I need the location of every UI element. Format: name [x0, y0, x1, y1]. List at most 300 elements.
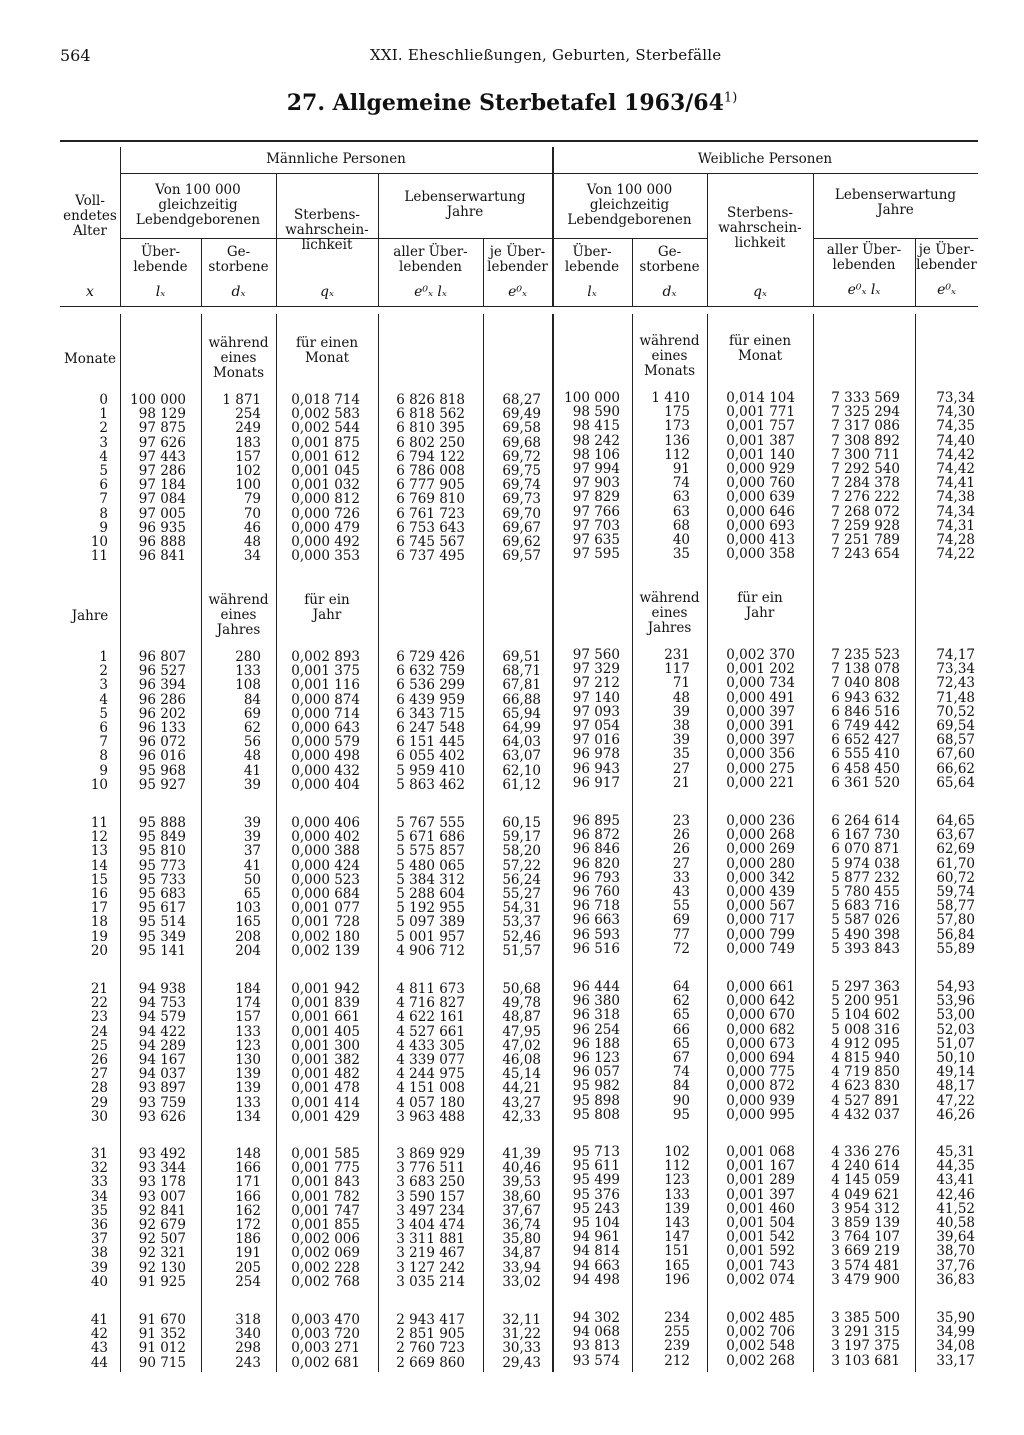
table-cell: 0,001 460 [726, 1200, 795, 1217]
table-cell: 0,000 523 [291, 871, 360, 888]
table-cell: 40 [90, 1273, 108, 1290]
table-cell: 42,46 [936, 1186, 975, 1203]
table-cell: 69,67 [502, 519, 541, 536]
table-cell: 95 141 [138, 942, 186, 959]
female-prob-header: Sterbens- wahrschein- lichkeit [718, 205, 802, 251]
table-cell: 43,27 [502, 1094, 541, 1111]
table-cell: 0,001 843 [291, 1174, 360, 1191]
table-cell: 0,001 405 [291, 1023, 360, 1040]
table-cell: 69 [672, 912, 690, 929]
table-cell: 0,002 139 [291, 942, 360, 959]
table-cell: 16 [90, 885, 108, 902]
table-cell: 4 [99, 691, 108, 708]
table-cell: 0,002 544 [291, 420, 360, 437]
table-cell: 54,93 [936, 979, 975, 995]
table-cell: 139 [664, 1200, 690, 1217]
table-cell: 4 815 940 [831, 1049, 900, 1066]
table-cell: 0,000 874 [291, 691, 360, 708]
column-f-exlx-block-5 [815, 1311, 900, 1368]
table-cell: 14 [90, 857, 108, 874]
table-cell: 40,58 [936, 1214, 975, 1231]
table-cell: 97 829 [572, 489, 620, 506]
male-le-each-header: je Über- lebender [487, 244, 548, 275]
table-cell: 0,002 548 [726, 1338, 795, 1355]
table-cell: 67,81 [502, 677, 541, 694]
table-cell: 4 432 037 [831, 1106, 900, 1123]
table-cell: 5 587 026 [831, 912, 900, 929]
table-cell: 5 104 602 [831, 1007, 900, 1024]
table-cell: 0,001 429 [291, 1108, 360, 1125]
table-cell: 4 240 614 [831, 1158, 900, 1175]
table-cell: 0,003 720 [291, 1326, 360, 1343]
table-cell: 61,70 [936, 855, 975, 872]
table-cell: 34 [90, 1188, 108, 1205]
table-cell: 7 243 654 [831, 546, 900, 563]
table-cell: 44,35 [936, 1158, 975, 1175]
table-cell: 0,002 893 [291, 649, 360, 665]
table-cell: 3 [99, 677, 108, 694]
column-age-block-1 [60, 650, 108, 792]
table-cell: 90 [672, 1092, 690, 1109]
table-cell: 0,000 406 [291, 815, 360, 831]
table-cell: 94 498 [572, 1271, 620, 1288]
table-cell: 97 443 [138, 448, 186, 465]
column-f-dx-block-4 [634, 1145, 690, 1287]
table-cell: 0 [99, 392, 108, 408]
table-cell: 37,67 [502, 1202, 541, 1219]
table-cell: 64,03 [502, 734, 541, 751]
body-vline-4 [378, 314, 379, 1372]
table-cell: 74,30 [936, 404, 975, 421]
table-cell: 35 [672, 746, 690, 763]
table-cell: 0,001 782 [291, 1188, 360, 1205]
table-cell: 77 [672, 926, 690, 943]
table-cell: 0,002 706 [726, 1324, 795, 1341]
table-cell: 96 718 [572, 898, 620, 915]
table-cell: 73,34 [936, 390, 975, 406]
column-f-dx-block-3 [634, 980, 690, 1122]
table-cell: 52,46 [502, 928, 541, 945]
table-cell: 95 982 [572, 1078, 620, 1095]
table-cell: 96 318 [572, 1007, 620, 1024]
table-cell: 96 444 [572, 979, 620, 995]
group-rule [120, 173, 978, 174]
male-months-deaths-note: während eines Monats [208, 335, 269, 381]
table-cell: 91 670 [138, 1312, 186, 1328]
table-cell: 96 978 [572, 746, 620, 763]
table-cell: 95 349 [138, 928, 186, 945]
months-label: Monate [63, 351, 117, 367]
table-cell: 9 [99, 519, 108, 536]
table-cell: 98 129 [138, 406, 186, 423]
table-cell: 97 903 [572, 475, 620, 492]
page-number: 564 [60, 46, 91, 65]
table-cell: 4 527 891 [831, 1092, 900, 1109]
table-cell: 28 [90, 1080, 108, 1097]
table-cell: 7 325 294 [831, 404, 900, 421]
table-cell: 74,40 [936, 432, 975, 449]
column-f-lx-block-5 [554, 1311, 620, 1368]
sym-m-lx: lₓ [155, 284, 166, 300]
table-cell: 90 715 [138, 1354, 186, 1371]
table-cell: 0,000 353 [291, 548, 360, 565]
table-cell: 112 [664, 1158, 690, 1175]
table-cell: 17 [90, 900, 108, 917]
table-cell: 4 623 830 [831, 1078, 900, 1095]
table-cell: 6 943 632 [831, 689, 900, 706]
column-m-lx-block-5 [122, 1313, 186, 1370]
table-cell: 96 807 [138, 649, 186, 665]
table-cell: 0,000 356 [726, 746, 795, 763]
table-cell: 148 [235, 1146, 261, 1162]
table-cell: 6 761 723 [396, 505, 465, 522]
column-m-ex-block-2 [485, 816, 541, 958]
table-cell: 31,22 [502, 1326, 541, 1343]
table-cell: 21 [90, 981, 108, 997]
table-cell: 25 [90, 1037, 108, 1054]
table-cell: 64,65 [936, 813, 975, 829]
table-cell: 71 [672, 675, 690, 692]
column-m-ex-block-4 [485, 1147, 541, 1289]
table-cell: 7 300 711 [831, 446, 900, 463]
table-cell: 0,000 643 [291, 719, 360, 736]
table-cell: 0,000 479 [291, 519, 360, 536]
table-cell: 19 [90, 928, 108, 945]
table-cell: 48,87 [502, 1009, 541, 1026]
table-cell: 103 [235, 900, 261, 917]
table-cell: 44 [90, 1354, 108, 1371]
table-cell: 60,15 [502, 815, 541, 831]
running-head: XXI. Eheschließungen, Geburten, Sterbefälle [370, 46, 722, 64]
table-cell: 98 106 [572, 446, 620, 463]
table-cell: 7 040 808 [831, 675, 900, 692]
table-cell: 65 [672, 1035, 690, 1052]
table-cell: 130 [235, 1051, 261, 1068]
table-cell: 6 810 395 [396, 420, 465, 437]
body-vline-2 [201, 314, 202, 1372]
table-cell: 3 869 929 [396, 1146, 465, 1162]
table-cell: 3 497 234 [396, 1202, 465, 1219]
table-cell: 96 133 [138, 719, 186, 736]
table-cell: 0,000 929 [726, 460, 795, 477]
table-cell: 4 906 712 [396, 942, 465, 959]
table-cell: 49,78 [502, 995, 541, 1012]
table-cell: 6 794 122 [396, 448, 465, 465]
table-cell: 92 679 [138, 1216, 186, 1233]
table-cell: 96 593 [572, 926, 620, 943]
table-cell: 34,08 [936, 1338, 975, 1355]
table-cell: 0,001 775 [291, 1160, 360, 1177]
female-months-prob-note: für einen Monat [728, 333, 792, 364]
column-m-exlx-block-3 [380, 982, 465, 1124]
table-cell: 0,001 875 [291, 434, 360, 451]
male-deaths-header: Ge- storbene [208, 244, 269, 275]
table-cell: 0,001 289 [726, 1172, 795, 1189]
table-cell: 0,000 939 [726, 1092, 795, 1109]
table-cell: 0,001 771 [726, 404, 795, 421]
table-cell: 4 244 975 [396, 1066, 465, 1083]
table-cell: 69,72 [502, 448, 541, 465]
table-cell: 8 [99, 748, 108, 765]
table-cell: 5 200 951 [831, 993, 900, 1010]
table-cell: 74,38 [936, 489, 975, 506]
table-cell: 3 954 312 [831, 1200, 900, 1217]
column-f-qx-block-5 [709, 1311, 795, 1368]
column-f-lx-block-1 [554, 648, 620, 790]
column-f-lx-block-2 [554, 814, 620, 956]
column-m-qx-block-5 [278, 1313, 360, 1370]
male-group-header: Männliche Personen [266, 151, 406, 167]
body-vline-10 [915, 314, 916, 1372]
table-cell: 173 [664, 418, 690, 435]
table-cell: 6 439 959 [396, 691, 465, 708]
table-cell: 0,002 681 [291, 1354, 360, 1371]
table-cell: 95 243 [572, 1200, 620, 1217]
table-cell: 96 663 [572, 912, 620, 929]
table-cell: 3 311 881 [396, 1231, 465, 1248]
table-cell: 6 786 008 [396, 462, 465, 479]
table-cell: 3 404 474 [396, 1216, 465, 1233]
table-cell: 0,001 397 [726, 1186, 795, 1203]
table-cell: 43 [672, 883, 690, 900]
body-vline-3 [276, 314, 277, 1372]
table-cell: 58,77 [936, 898, 975, 915]
table-cell: 7 [99, 491, 108, 508]
table-cell: 95 [672, 1106, 690, 1123]
table-cell: 26 [90, 1051, 108, 1068]
table-cell: 139 [235, 1066, 261, 1083]
table-cell: 5 780 455 [831, 883, 900, 900]
table-cell: 0,001 068 [726, 1144, 795, 1160]
table-cell: 2 851 905 [396, 1326, 465, 1343]
table-cell: 6 737 495 [396, 548, 465, 565]
table-cell: 66,62 [936, 760, 975, 777]
table-cell: 55,89 [936, 940, 975, 957]
column-f-ex-block-3 [917, 980, 975, 1122]
table-cell: 32 [90, 1160, 108, 1177]
column-m-exlx-block-4 [380, 1147, 465, 1289]
table-cell: 0,000 280 [726, 855, 795, 872]
table-cell: 0,000 432 [291, 762, 360, 779]
table-cell: 95 499 [572, 1172, 620, 1189]
table-cell: 134 [235, 1108, 261, 1125]
table-cell: 6 536 299 [396, 677, 465, 694]
female-cohort-rule [552, 238, 707, 239]
table-cell: 69,70 [502, 505, 541, 522]
table-cell: 96 202 [138, 705, 186, 722]
table-cell: 97 054 [572, 717, 620, 734]
table-cell: 96 394 [138, 677, 186, 694]
table-cell: 3 219 467 [396, 1245, 465, 1262]
table-cell: 65 [672, 1007, 690, 1024]
table-cell: 0,001 300 [291, 1037, 360, 1054]
table-cell: 6 652 427 [831, 732, 900, 749]
table-cell: 56 [243, 734, 261, 751]
table-cell: 0,000 717 [726, 912, 795, 929]
table-cell: 0,001 140 [726, 446, 795, 463]
table-cell: 96 935 [138, 519, 186, 536]
table-cell: 74,34 [936, 503, 975, 520]
table-cell: 4 716 827 [396, 995, 465, 1012]
column-f-ex-block-0 [917, 391, 975, 561]
table-cell: 35 [90, 1202, 108, 1219]
table-cell: 50,10 [936, 1049, 975, 1066]
table-cell: 96 872 [572, 827, 620, 844]
table-cell: 0,001 585 [291, 1146, 360, 1162]
table-cell: 93 626 [138, 1108, 186, 1125]
table-cell: 36 [90, 1216, 108, 1233]
table-cell: 95 773 [138, 857, 186, 874]
table-cell: 4 527 661 [396, 1023, 465, 1040]
table-cell: 5 008 316 [831, 1021, 900, 1038]
table-cell: 1 410 [651, 390, 690, 406]
table-cell: 0,000 358 [726, 546, 795, 563]
table-cell: 3 859 139 [831, 1214, 900, 1231]
table-cell: 96 820 [572, 855, 620, 872]
column-f-dx-block-1 [634, 648, 690, 790]
column-f-exlx-block-3 [815, 980, 900, 1122]
table-cell: 4 049 621 [831, 1186, 900, 1203]
table-cell: 3 [99, 434, 108, 451]
column-f-qx-block-1 [709, 648, 795, 790]
table-cell: 30,33 [502, 1340, 541, 1357]
table-cell: 0,001 661 [291, 1009, 360, 1026]
male-prob-header: Sterbens- wahrschein- lichkeit [285, 207, 369, 253]
table-cell: 0,000 684 [291, 885, 360, 902]
table-cell: 3 291 315 [831, 1324, 900, 1341]
table-cell: 0,002 768 [291, 1273, 360, 1290]
table-cell: 53,37 [502, 914, 541, 931]
table-cell: 186 [235, 1231, 261, 1248]
column-m-dx-block-0 [203, 393, 261, 563]
table-cell: 4 433 305 [396, 1037, 465, 1054]
column-m-ex-block-3 [485, 982, 541, 1124]
table-cell: 2 760 723 [396, 1340, 465, 1357]
table-cell: 39,64 [936, 1229, 975, 1246]
table-cell: 234 [664, 1310, 690, 1326]
table-cell: 0,000 424 [291, 857, 360, 874]
table-cell: 29,43 [502, 1354, 541, 1371]
table-cell: 5 384 312 [396, 871, 465, 888]
table-cell: 184 [235, 981, 261, 997]
table-cell: 35,80 [502, 1231, 541, 1248]
table-cell: 23 [672, 813, 690, 829]
body-vline-7 [632, 314, 633, 1372]
table-cell: 123 [235, 1037, 261, 1054]
table-cell: 93 344 [138, 1160, 186, 1177]
sym-m-dx: dₓ [231, 284, 246, 300]
table-cell: 11 [90, 548, 108, 565]
table-cell: 63,67 [936, 827, 975, 844]
table-cell: 204 [235, 942, 261, 959]
table-cell: 6 055 402 [396, 748, 465, 765]
table-cell: 298 [235, 1340, 261, 1357]
table-cell: 93 178 [138, 1174, 186, 1191]
table-cell: 21 [672, 774, 690, 791]
body-vline-8 [707, 314, 708, 1372]
table-cell: 96 527 [138, 663, 186, 680]
table-cell: 143 [664, 1214, 690, 1231]
table-cell: 5 393 843 [831, 940, 900, 957]
table-cell: 91 925 [138, 1273, 186, 1290]
table-cell: 42,33 [502, 1108, 541, 1125]
column-m-exlx-block-0 [380, 393, 465, 563]
table-cell: 49,14 [936, 1064, 975, 1081]
table-cell: 4 339 077 [396, 1051, 465, 1068]
column-f-ex-block-5 [917, 1311, 975, 1368]
table-cell: 72,43 [936, 675, 975, 692]
table-cell: 7 276 222 [831, 489, 900, 506]
male-years-deaths-note: während eines Jahres [208, 592, 269, 638]
table-cell: 94 938 [138, 981, 186, 997]
table-cell: 94 579 [138, 1009, 186, 1026]
column-m-exlx-block-1 [380, 650, 465, 792]
table-cell: 243 [235, 1354, 261, 1371]
table-cell: 0,001 375 [291, 663, 360, 680]
table-cell: 0,001 116 [291, 677, 360, 694]
column-f-exlx-block-1 [815, 648, 900, 790]
table-cell: 4 336 276 [831, 1144, 900, 1160]
column-f-qx-block-4 [709, 1145, 795, 1287]
table-cell: 100 [235, 477, 261, 494]
table-cell: 123 [664, 1172, 690, 1189]
table-cell: 64,99 [502, 719, 541, 736]
table-cell: 5 480 065 [396, 857, 465, 874]
table-cell: 0,000 268 [726, 827, 795, 844]
table-cell: 0,000 646 [726, 503, 795, 520]
table-cell: 39 [243, 815, 261, 831]
table-cell: 157 [235, 1009, 261, 1026]
table-cell: 97 016 [572, 732, 620, 749]
table-cell: 63 [672, 503, 690, 520]
table-cell: 94 961 [572, 1229, 620, 1246]
table-cell: 0,000 726 [291, 505, 360, 522]
table-cell: 98 415 [572, 418, 620, 435]
table-cell: 5 297 363 [831, 979, 900, 995]
table-cell: 96 895 [572, 813, 620, 829]
table-cell: 69,74 [502, 477, 541, 494]
table-cell: 46,08 [502, 1051, 541, 1068]
table-cell: 0,000 734 [726, 675, 795, 692]
table-cell: 33 [672, 869, 690, 886]
column-age-block-3 [60, 982, 108, 1124]
table-cell: 6 151 445 [396, 734, 465, 751]
table-cell: 6 769 810 [396, 491, 465, 508]
table-cell: 62 [672, 993, 690, 1010]
column-f-lx-block-4 [554, 1145, 620, 1287]
table-cell: 96 072 [138, 734, 186, 751]
table-cell: 48 [672, 689, 690, 706]
table-cell: 48 [243, 533, 261, 550]
table-cell: 47,22 [936, 1092, 975, 1109]
table-cell: 6 070 871 [831, 841, 900, 858]
table-cell: 47,95 [502, 1023, 541, 1040]
table-cell: 97 329 [572, 661, 620, 678]
table-cell: 95 927 [138, 776, 186, 793]
table-cell: 2 669 860 [396, 1354, 465, 1371]
table-cell: 67,60 [936, 746, 975, 763]
top-rule [60, 140, 978, 142]
table-cell: 0,000 670 [726, 1007, 795, 1024]
table-cell: 55 [672, 898, 690, 915]
table-cell: 0,002 268 [726, 1352, 795, 1369]
table-cell: 72 [672, 940, 690, 957]
table-cell: 3 197 375 [831, 1338, 900, 1355]
table-cell: 171 [235, 1174, 261, 1191]
female-le-rule [813, 238, 978, 239]
table-cell: 0,000 673 [726, 1035, 795, 1052]
male-le-all-header: aller Über- lebenden [393, 244, 468, 275]
